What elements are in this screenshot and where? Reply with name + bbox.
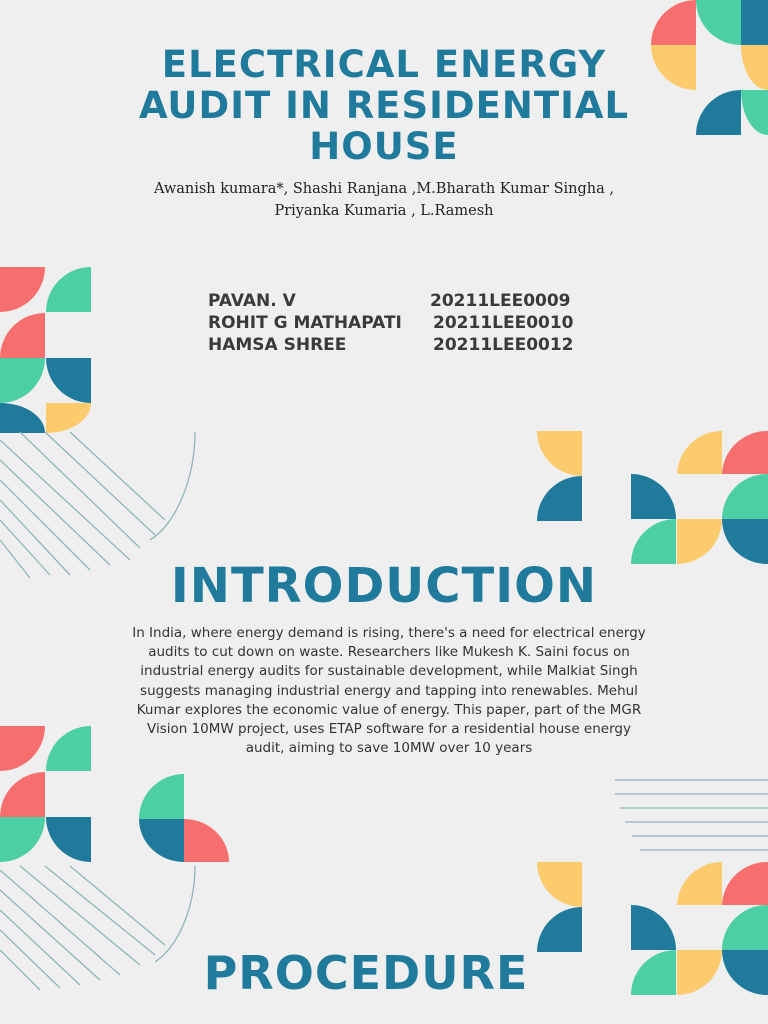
intro-line: industrial energy audits for sustainable development, while Malkiat Singh xyxy=(140,663,638,680)
introduction-text xyxy=(104,624,674,758)
authors-line: Awanish kumara*, Shashi Ranjana ,M.Bharath Kumar Singha , xyxy=(154,181,614,197)
left-shape-cluster-upper xyxy=(0,267,91,433)
intro-line: Vision 10MW project, uses ETAP software for a residential house energy xyxy=(147,721,631,738)
hatched-lines-upper xyxy=(0,432,195,578)
member-name: HAMSA SHREE xyxy=(208,335,347,355)
member-name: ROHIT G MATHAPATI xyxy=(208,313,402,333)
title-line: HOUSE xyxy=(309,125,459,168)
introduction-heading: INTRODUCTION xyxy=(170,558,598,614)
intro-line: audit, aiming to save 10MW over 10 years xyxy=(245,740,533,757)
intro-line: Kumar explores the economic value of energy. This paper, part of the MGR xyxy=(136,701,642,718)
member-id: 20211LEE0010 xyxy=(433,313,574,333)
authors-line: Priyanka Kumaria , L.Ramesh xyxy=(274,203,494,219)
page-title xyxy=(0,44,768,167)
horizontal-lines-right xyxy=(615,780,768,850)
intro-line: audits to cut down on waste. Researchers like Mukesh K. Saini focus on xyxy=(148,644,630,661)
member-row xyxy=(208,312,628,334)
procedure-heading: PROCEDURE xyxy=(203,946,529,1000)
intro-line: suggests managing industrial energy and tapping into renewables. Mehul xyxy=(140,682,638,699)
intro-line: In India, where energy demand is rising, there's a need for electrical energy xyxy=(132,625,646,641)
member-row xyxy=(208,334,628,356)
right-shape-cluster-middle xyxy=(537,431,768,564)
member-name: PAVAN. V xyxy=(208,291,296,311)
authors-block xyxy=(0,178,768,222)
member-id: 20211LEE0012 xyxy=(433,335,574,355)
member-id: 20211LEE0009 xyxy=(430,291,571,311)
member-row xyxy=(208,290,628,312)
team-members xyxy=(208,290,628,356)
title-line: AUDIT IN RESIDENTIAL xyxy=(138,84,630,127)
title-line: ELECTRICAL ENERGY xyxy=(161,43,607,86)
